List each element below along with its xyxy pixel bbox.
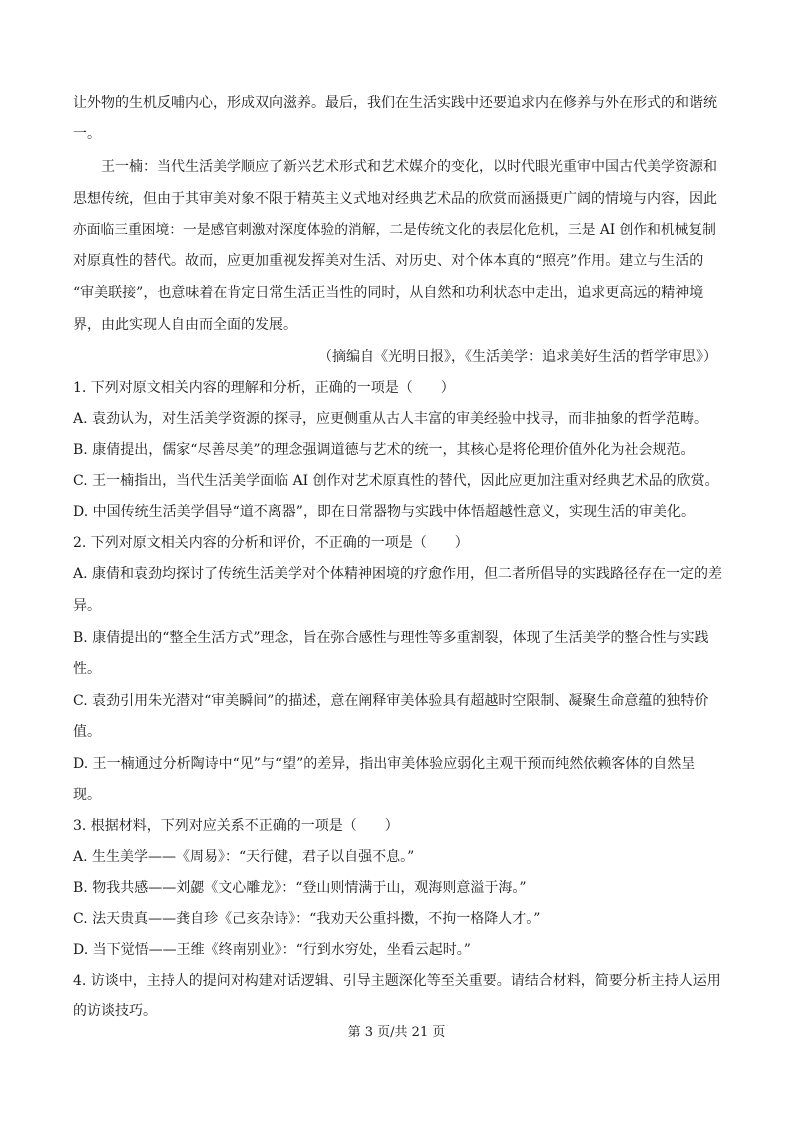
option-text: C. 袁劲引用朱光潜对“审美瞬间”的描述，意在阐释审美体验具有超越时空限制、凝聚生命意蕴的独特价 xyxy=(73,693,709,709)
option-text: 现。 xyxy=(73,787,101,803)
text-line: 一。 xyxy=(73,126,101,142)
question-2: 2. 下列对原文相关内容的分析和评价，不正确的一项是（ ） xyxy=(73,535,469,551)
text-line: 的访谈技巧。 xyxy=(73,1003,157,1019)
option-text: D. 当下觉悟——王维《终南别业》：“行到水穷处，坐看云起时。” xyxy=(73,942,471,958)
text-line: 让外物的生机反哺内心，形成双向滋养。最后，我们在生活实践中还要追求内在修养与外在形式的和谐统 xyxy=(73,95,717,111)
option-text: 异。 xyxy=(73,598,101,614)
text-line: 王一楠：当代生活美学顺应了新兴艺术形式和艺术媒介的变化，以时代眼光重审中国古代美学资源和 xyxy=(101,159,717,175)
question-1: 1. 下列对原文相关内容的理解和分析，正确的一项是（ ） xyxy=(73,380,455,396)
option-text: A. 袁劲认为，对生活美学资源的探寻，应更侧重从古人丰富的审美经验中找寻，而非抽象的哲学范畴。 xyxy=(73,411,709,427)
text-line: 思想传统，但由于其审美对象不限于精英主义式地对经典艺术品的欣赏而涵摄更广阔的情境与内容，因此 xyxy=(73,191,717,207)
option-text: B. 康倩提出，儒家“尽善尽美”的理念强调道德与艺术的统一，其核心是将伦理价值外化为社会规范。 xyxy=(73,442,695,458)
option-text: D. 中国传统生活美学倡导“道不离器”，即在日常器物与实践中体悟超越性意义，实现生活的审美化。 xyxy=(73,504,695,520)
option-text: C. 法天贵真——龚自珍《己亥杂诗》：“我劝天公重抖擞，不拘一格降人才。” xyxy=(73,911,541,927)
option-text: B. 物我共感——刘勰《文心雕龙》：“登山则情满于山，观海则意溢于海。” xyxy=(73,880,527,896)
option-text: C. 王一楠指出，当代生活美学面临 AI 创作对艺术原真性的替代，因此应更加注重对经典艺术品的欣赏。 xyxy=(73,473,719,489)
text-line: 亦面临三重困境：一是感官刺激对深度体验的消解，二是传统文化的表层化危机，三是 AI 创作和机械复制 xyxy=(73,222,716,238)
option-text: B. 康倩提出的“整全生活方式”理念，旨在弥合感性与理性等多重割裂，体现了生活美学的整合性与实践 xyxy=(73,630,709,646)
option-text: A. 生生美学——《周易》：“天行健，君子以自强不息。” xyxy=(73,849,415,865)
question-4: 4. 访谈中，主持人的提问对构建对话逻辑、引导主题深化等至关重要。请结合材料，简要分析主持人运用 xyxy=(73,973,721,989)
option-text: D. 王一楠通过分析陶诗中“见”与“望”的差异，指出审美体验应弱化主观干预而纯然依赖客体的自然呈 xyxy=(73,756,696,772)
option-text: 值。 xyxy=(73,724,101,740)
text-line: 对原真性的替代。故而，应更加重视发挥美对生活、对历史、对个体本真的“照亮”作用。建立与生活的 xyxy=(73,253,704,269)
text-line: “审美联接”，也意味着在肯定日常生活正当性的同时，从自然和功利状态中走出，追求更高远的精神境 xyxy=(73,285,704,301)
page-number-footer: 第 3 页/共 21 页 xyxy=(347,1025,446,1040)
source-citation: （摘编自《光明日报》，《生活美学：追求美好生活的哲学审思》） xyxy=(318,349,717,365)
question-3: 3. 根据材料，下列对应关系不正确的一项是（ ） xyxy=(73,818,399,834)
option-text: 性。 xyxy=(73,661,101,677)
text-line: 界，由此实现人自由而全面的发展。 xyxy=(73,317,297,333)
option-text: A. 康倩和袁劲均探讨了传统生活美学对个体精神困境的疗愈作用，但二者所倡导的实践路径存在一定的差 xyxy=(73,566,723,582)
